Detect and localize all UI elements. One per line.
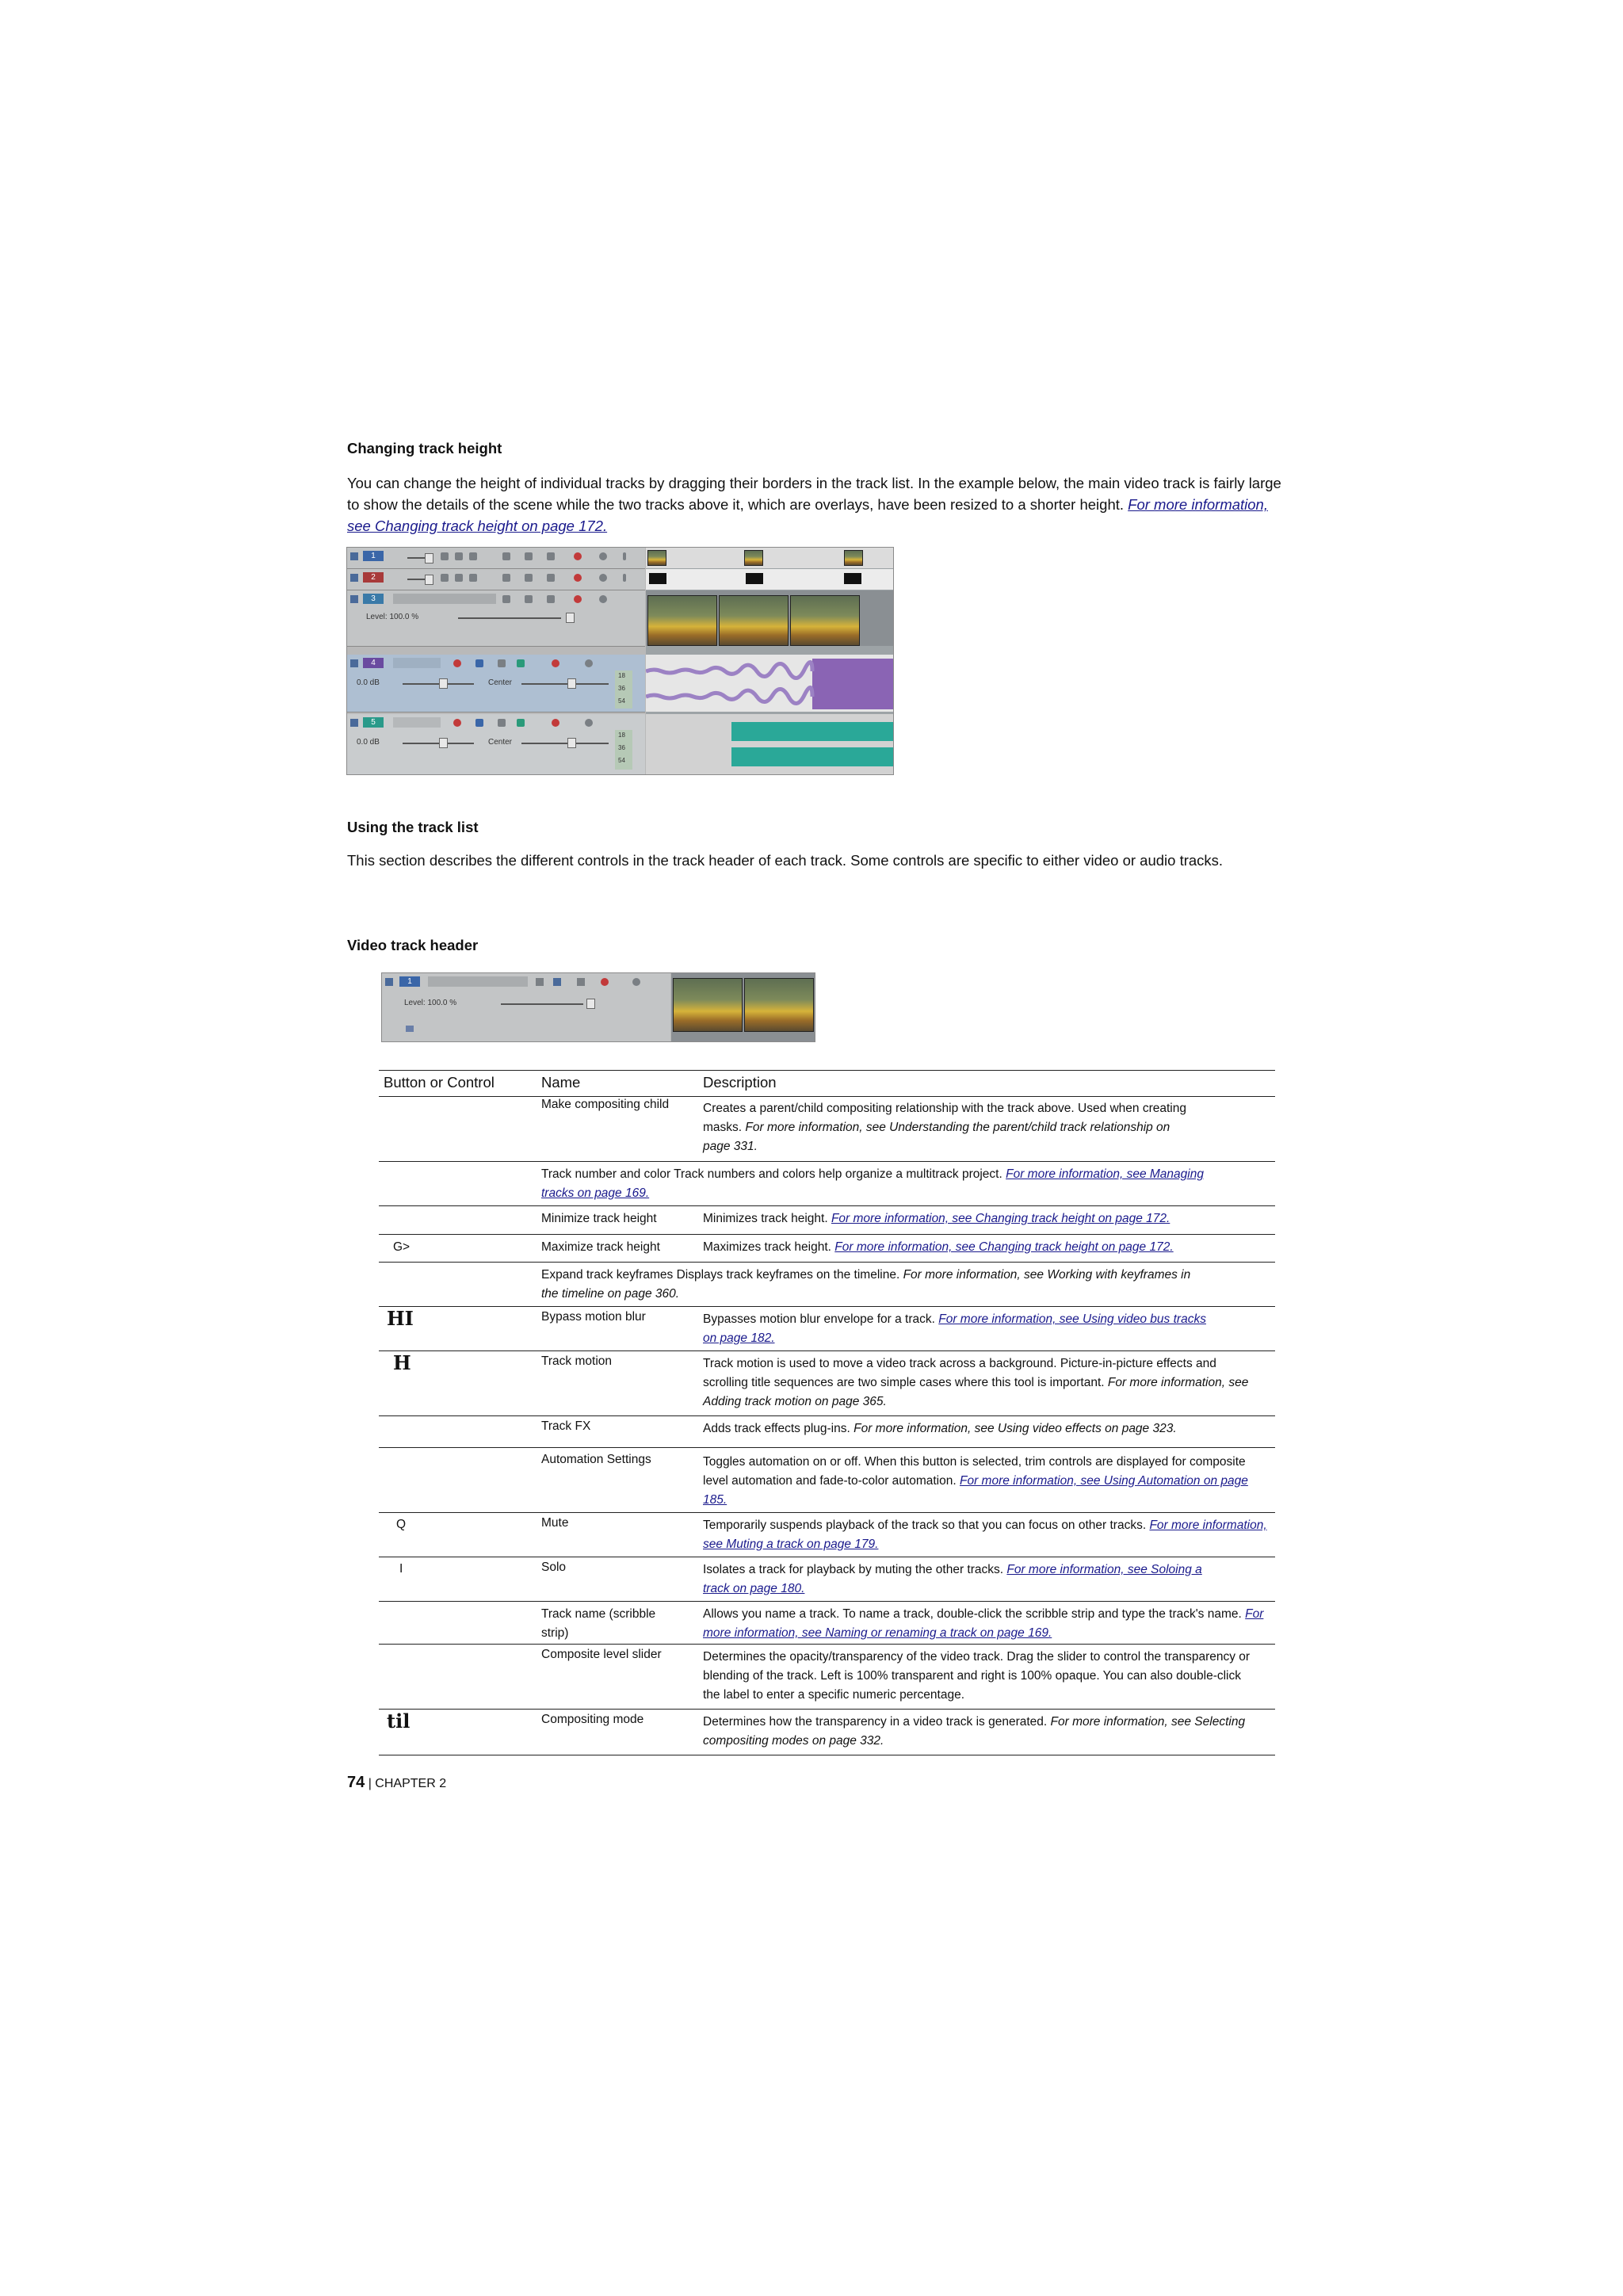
compositing-mode-icon[interactable] <box>547 595 555 603</box>
volume-slider[interactable] <box>439 678 448 689</box>
column-header: Description <box>703 1074 777 1091</box>
video-thumbnail <box>719 595 789 646</box>
link-soloing-track[interactable]: For more information, see Soloing a track on page 180. <box>703 1563 1202 1595</box>
link-naming-track[interactable]: For more information, see Naming or renaming a track on page 169. <box>703 1607 1264 1640</box>
video-thumbnail <box>744 978 814 1032</box>
meter-tick: 36 <box>618 744 625 751</box>
input-monitor-icon[interactable] <box>475 659 483 667</box>
row-description: Track number and color Track numbers and colors help organize a multitrack project. For more information, see Managing tracks on page 169. <box>541 1167 1204 1200</box>
level-label: Level: 100.0 % <box>404 999 457 1007</box>
row-name: Maximize track height <box>541 1240 660 1254</box>
track-fx-icon[interactable] <box>502 552 510 560</box>
track-fx-icon[interactable] <box>502 574 510 582</box>
solo-icon[interactable] <box>632 978 640 986</box>
table-row <box>379 1603 1275 1645</box>
row-description: Expand track keyframes Displays track keyframes on the timeline. For more information, see Working with keyframes in the timeline on page 360. <box>541 1268 1191 1301</box>
table-row <box>379 1097 1275 1162</box>
solo-icon[interactable] <box>585 659 593 667</box>
page-number: 74 <box>347 1774 365 1791</box>
volume-slider[interactable] <box>439 738 448 748</box>
track-header-1 <box>347 548 645 569</box>
pan-slider[interactable] <box>567 678 576 689</box>
track-handle-icon[interactable] <box>350 595 358 603</box>
solo-icon[interactable] <box>599 595 607 603</box>
automation-icon[interactable] <box>577 978 585 986</box>
row-description: Temporarily suspends playback of the track so that you can focus on other tracks. For more information, see Muting a track on page 179. <box>703 1519 1267 1551</box>
scribble-strip[interactable] <box>393 594 496 604</box>
track-handle-icon[interactable] <box>385 978 393 986</box>
video-track-header <box>382 973 670 1041</box>
row-description: Allows you name a track. To name a track, double-click the scribble strip and type the track's name. For more information, see Naming or renaming a track on page 169. <box>703 1607 1264 1640</box>
level-label: Level: 100.0 % <box>366 613 419 621</box>
track-handle-icon[interactable] <box>350 574 358 582</box>
table-row <box>379 1236 1275 1263</box>
audio-volume-label: 0.0 dB <box>357 738 380 747</box>
row-description: Maximizes track height. For more information, see Changing track height on page 172. <box>703 1240 1174 1254</box>
mute-icon[interactable] <box>574 574 582 582</box>
compositing-mode-icon: til <box>387 1710 411 1733</box>
meter-tick: 18 <box>618 672 625 679</box>
track-header-4 <box>347 655 645 712</box>
track-fx-icon[interactable] <box>498 719 506 727</box>
row-name: Make compositing child <box>541 1098 670 1111</box>
track-number-2: 2 <box>363 572 384 583</box>
solo-icon[interactable] <box>599 574 607 582</box>
track-motion-icon[interactable] <box>455 552 463 560</box>
track-header-3 <box>347 590 645 647</box>
row-description: Isolates a track for playback by muting the other tracks. For more information, see Soloing a track on page 180. <box>703 1563 1202 1595</box>
video-track-header-screenshot <box>381 972 815 1042</box>
scribble-strip[interactable] <box>393 658 441 668</box>
track-fx-icon[interactable] <box>469 552 477 560</box>
mute-icon[interactable] <box>552 719 559 727</box>
bypass-motion-blur-icon[interactable] <box>441 574 449 582</box>
audio-waveform-purple <box>646 659 893 709</box>
row-description: Determines the opacity/transparency of the video track. Drag the slider to control the transparency or blending of the track. Left is 100% transparent and right is 100% opaque. You can also double-click the label to enter a specific numeric percentage. <box>703 1650 1251 1702</box>
track-handle-icon[interactable] <box>350 552 358 560</box>
maximize-icon: G> <box>393 1240 411 1254</box>
track-handle-icon[interactable] <box>350 719 358 727</box>
track-motion-icon[interactable] <box>536 978 544 986</box>
mute-icon[interactable] <box>574 595 582 603</box>
chapter-label: | CHAPTER 2 <box>368 1777 447 1790</box>
audio-pan-label: Center <box>488 738 513 747</box>
video-thumbnail <box>673 978 743 1032</box>
compositing-mode-icon[interactable] <box>547 574 555 582</box>
composite-level-slider[interactable] <box>566 613 575 623</box>
mute-icon[interactable] <box>601 978 609 986</box>
row-name: Automation Settings <box>541 1453 651 1466</box>
input-monitor-icon[interactable] <box>475 719 483 727</box>
row-description: Determines how the transparency in a video track is generated. For more information, see Selecting compositing modes on page 332. <box>703 1715 1246 1748</box>
track-number-5: 5 <box>363 717 384 728</box>
track-fx-icon[interactable] <box>517 719 525 727</box>
track-header-2 <box>347 569 645 590</box>
table-row <box>379 1163 1275 1206</box>
table-row <box>379 1207 1275 1235</box>
track-motion-icon: H <box>393 1351 411 1374</box>
mute-icon[interactable] <box>552 659 559 667</box>
video-thumbnail <box>647 595 717 646</box>
table-row <box>379 1645 1275 1710</box>
collapse-icon[interactable] <box>623 552 626 560</box>
scribble-strip[interactable] <box>393 717 441 728</box>
link-managing-tracks[interactable]: For more information, see Managing tracks on page 169. <box>541 1167 1204 1200</box>
row-name: Solo <box>541 1561 567 1574</box>
link-video-bus-tracks[interactable]: For more information, see Using video bus tracks on page 182. <box>703 1312 1206 1345</box>
track-number-3: 3 <box>363 594 384 604</box>
table-row <box>379 1352 1275 1416</box>
table-row <box>379 1449 1275 1513</box>
automation-icon[interactable] <box>525 595 533 603</box>
compositing-mode-icon[interactable] <box>547 552 555 560</box>
audio-waveform-teal <box>731 717 893 771</box>
meter-tick: 54 <box>618 757 625 764</box>
video-thumbnail <box>790 595 860 646</box>
arm-record-icon[interactable] <box>453 719 461 727</box>
table-row <box>379 1263 1275 1307</box>
meter-tick: 36 <box>618 685 625 692</box>
row-description: Track motion is used to move a video track across a background. Picture-in-picture effects and scrolling title sequences are two simple cases where this tool is important. For more information, see Adding track motion on page 365. <box>703 1357 1249 1408</box>
arm-record-icon[interactable] <box>453 659 461 667</box>
link-changing-track-height[interactable]: For more information, see Changing track height on page 172. <box>831 1212 1170 1225</box>
section-title-video-track-header: Video track header <box>347 937 479 953</box>
track-number-4: 4 <box>363 658 384 668</box>
table-header <box>379 1070 1275 1097</box>
expand-keyframes-icon[interactable] <box>406 1026 414 1032</box>
track-fx-icon[interactable] <box>498 659 506 667</box>
row-description: Creates a parent/child compositing relationship with the track above. Used when creating masks. For more information, see Understanding the parent/child track relationship on page 331. <box>703 1102 1186 1153</box>
track-number-1: 1 <box>363 551 384 561</box>
row-name: Track FX <box>541 1419 591 1433</box>
row-description: Bypasses motion blur envelope for a track. For more information, see Using video bus tracks on page 182. <box>703 1312 1206 1345</box>
link-changing-track-height[interactable]: For more information, see Changing track height on page 172. <box>347 496 1268 534</box>
solo-icon[interactable] <box>599 552 607 560</box>
mute-icon[interactable] <box>574 552 582 560</box>
track-motion-icon[interactable] <box>455 574 463 582</box>
table-row <box>379 1514 1275 1557</box>
track-handle-icon[interactable] <box>350 659 358 667</box>
row-name: Composite level slider <box>541 1648 662 1661</box>
meter-tick: 18 <box>618 732 625 739</box>
multitrack-screenshot <box>346 547 894 775</box>
row-name: Minimize track height <box>541 1212 657 1225</box>
column-header: Button or Control <box>384 1074 495 1091</box>
row-name: Track name (scribble strip) <box>541 1607 656 1640</box>
row-name: Bypass motion blur <box>541 1310 646 1324</box>
link-using-automation[interactable]: For more information, see Using Automation on page 185. <box>703 1474 1248 1507</box>
row-description: Toggles automation on or off. When this button is selected, trim controls are displayed for composite level automation and fade-to-color automation. For more information, see Using Automation on page 185. <box>703 1455 1248 1507</box>
track-fx-icon[interactable] <box>553 978 561 986</box>
solo-icon: I <box>399 1562 403 1576</box>
solo-icon[interactable] <box>585 719 593 727</box>
track-header-5 <box>347 714 645 774</box>
track-number: 1 <box>399 976 420 987</box>
section-title-changing-track-height: Changing track height <box>347 440 502 457</box>
section-body-using-track-list: This section describes the different controls in the track header of each track. Some controls are specific to either video or audio tracks. <box>347 852 1224 869</box>
mute-icon: Q <box>396 1518 407 1531</box>
composite-level-slider[interactable] <box>586 999 595 1009</box>
automation-icon[interactable] <box>525 574 533 582</box>
meter-tick: 54 <box>618 697 625 705</box>
track-fx-icon[interactable] <box>517 659 525 667</box>
video-lane <box>671 973 815 1041</box>
audio-volume-label: 0.0 dB <box>357 678 380 687</box>
section-title-using-track-list: Using the track list <box>347 819 479 835</box>
audio-pan-label: Center <box>488 678 513 687</box>
body-text: You can change the height of individual tracks by dragging their borders in the track list. In the example below, the main video track is fairly large to show the details of the scene while the two tracks above it, which are overlays, have been resized to a shorter height. <box>347 475 1281 513</box>
table-row <box>379 1558 1275 1602</box>
row-description: Minimizes track height. For more information, see Changing track height on page 172. <box>703 1212 1170 1225</box>
row-name: Mute <box>541 1516 569 1530</box>
table-row <box>379 1308 1275 1351</box>
table-row <box>379 1417 1275 1448</box>
track-motion-icon[interactable] <box>502 595 510 603</box>
column-header: Name <box>541 1074 581 1091</box>
table-row <box>379 1710 1275 1755</box>
bypass-motion-blur-icon: HI <box>387 1307 414 1330</box>
automation-icon[interactable] <box>525 552 533 560</box>
pan-slider[interactable] <box>567 738 576 748</box>
collapse-icon[interactable] <box>623 574 626 582</box>
row-name: Compositing mode <box>541 1713 644 1726</box>
page-footer <box>347 1774 446 1792</box>
bypass-motion-blur-icon[interactable] <box>441 552 449 560</box>
row-description: Adds track effects plug-ins. For more information, see Using video effects on page 323. <box>703 1422 1177 1435</box>
scribble-strip[interactable] <box>428 976 528 987</box>
section-body-changing-track-height <box>347 472 1286 537</box>
row-name: Track motion <box>541 1354 613 1368</box>
link-changing-track-height[interactable]: For more information, see Changing track height on page 172. <box>834 1240 1174 1254</box>
timeline-area[interactable] <box>646 548 893 774</box>
track-fx-icon[interactable] <box>469 574 477 582</box>
link-muting-track[interactable]: For more information, see Muting a track on page 179. <box>703 1519 1267 1551</box>
